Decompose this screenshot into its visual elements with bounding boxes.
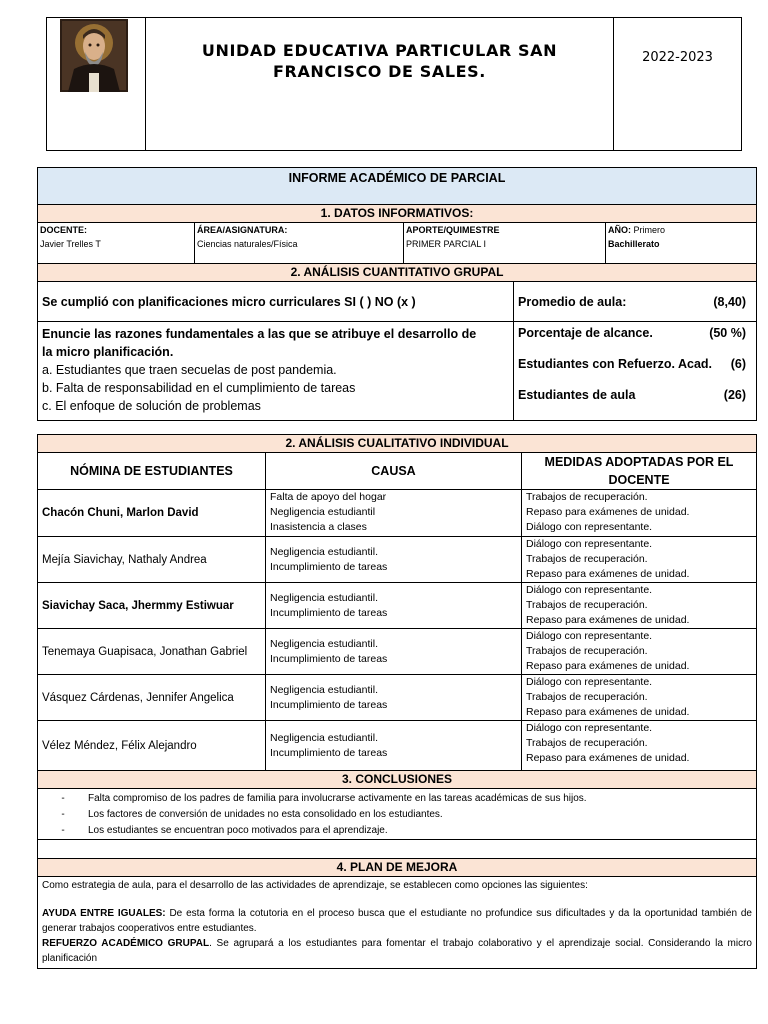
- student-causa: [266, 490, 522, 537]
- ayuda-label: AYUDA ENTRE IGUALES:: [42, 908, 166, 919]
- medida-line: Diálogo con representante.: [526, 722, 653, 734]
- informe-table: [37, 167, 757, 421]
- aula-label: Estudiantes de aula: [518, 388, 636, 402]
- planificacion-text: Se cumplió con planificaciones micro curriculares SI ( ) NO (x ): [38, 282, 514, 322]
- student-rows: [38, 490, 757, 771]
- medida-line: Trabajos de recuperación.: [526, 599, 648, 611]
- medida-line: Trabajos de recuperación.: [526, 645, 648, 657]
- conclusion-text: Los estudiantes se encuentran poco motivados para el aprendizaje.: [88, 825, 388, 836]
- student-name: Vásquez Cárdenas, Jennifer Angelica: [38, 675, 266, 721]
- saint-portrait-logo: [60, 19, 128, 92]
- razon-c: c. El enfoque de solución de problemas: [42, 399, 261, 413]
- causa-line: Inasistencia a clases: [270, 521, 367, 533]
- causa-line: Negligencia estudiantil.: [270, 637, 378, 650]
- razones-cell: [38, 322, 514, 421]
- aporte-cell: [404, 223, 606, 264]
- promedio-label: Promedio de aula:: [518, 294, 627, 309]
- razones-line2: la micro planificación.: [42, 345, 174, 359]
- col-medidas-line2: DOCENTE: [608, 473, 670, 487]
- student-medidas: [522, 629, 757, 675]
- area-value: Ciencias naturales/Física: [197, 239, 298, 249]
- promedio-cell: [514, 282, 757, 322]
- student-name: Mejía Siavichay, Nathaly Andrea: [38, 537, 266, 583]
- medida-line: Diálogo con representante.: [526, 538, 653, 550]
- student-causa: [266, 721, 522, 771]
- plan-table: [37, 858, 757, 969]
- medida-line: Trabajos de recuperación.: [526, 491, 648, 503]
- aporte-value: PRIMER PARCIAL I: [406, 239, 487, 249]
- medida-line: Diálogo con representante.: [526, 521, 653, 533]
- docente-value: Javier Trelles T: [40, 239, 101, 249]
- table-row: [38, 490, 757, 537]
- refuerzo-grupal-label: REFUERZO ACADÉMICO GRUPAL: [42, 938, 210, 949]
- area-label: ÁREA/ASIGNATURA:: [197, 225, 288, 235]
- student-medidas: [522, 490, 757, 537]
- stats-cell: [514, 322, 757, 421]
- conclusion-item: [38, 791, 756, 807]
- student-causa: [266, 629, 522, 675]
- conclusion-text: Los factores de conversión de unidades no esta consolidado en los estudiantes.: [88, 809, 443, 820]
- aporte-label: APORTE/QUIMESTRE: [406, 225, 500, 235]
- col-nomina: NÓMINA DE ESTUDIANTES: [38, 453, 266, 490]
- causa-line: Incumplimiento de tareas: [270, 606, 388, 619]
- medida-line: Repaso para exámenes de unidad.: [526, 614, 690, 626]
- section2-title: 2. ANÁLISIS CUANTITATIVO GRUPAL: [38, 264, 757, 282]
- porcentaje-label: Porcentaje de alcance.: [518, 326, 653, 340]
- refuerzo-grupal-text: . Se agrupará a los estudiantes para fomentar el trabajo colaborativo y el aprendizaje social. Considerando la micro planificación: [42, 938, 752, 964]
- anio-cell: [606, 223, 757, 264]
- promedio-value: (8,40): [713, 294, 747, 309]
- student-causa: [266, 537, 522, 583]
- cualitativo-table: [37, 434, 757, 771]
- refuerzo-label: Estudiantes con Refuerzo. Acad.: [518, 357, 713, 371]
- conclusion-text: Falta compromiso de los padres de familia para involucrarse activamente en las tareas académicas de sus hijos.: [88, 793, 587, 804]
- table-row: [38, 583, 757, 629]
- student-medidas: [522, 537, 757, 583]
- causa-line: Falta de apoyo del hogar: [270, 491, 387, 503]
- plan-intro: Como estrategia de aula, para el desarrollo de las actividades de aprendizaje, se establecen como opciones las siguientes:: [42, 880, 588, 891]
- plan-body: [38, 877, 757, 969]
- document-header: [46, 17, 742, 151]
- logo-cell: [47, 18, 146, 150]
- school-name-line1: UNIDAD EDUCATIVA PARTICULAR SAN: [201, 41, 558, 60]
- medida-line: Trabajos de recuperación.: [526, 737, 648, 749]
- conclusion-item: [38, 807, 756, 823]
- docente-label: DOCENTE:: [40, 225, 87, 235]
- report-title: INFORME ACADÉMICO DE PARCIAL: [38, 168, 757, 205]
- medida-line: Diálogo con representante.: [526, 676, 653, 688]
- bullet-dash: -: [61, 825, 65, 836]
- medida-line: Repaso para exámenes de unidad.: [526, 706, 690, 718]
- medida-line: Trabajos de recuperación.: [526, 691, 648, 703]
- table-row: [38, 721, 757, 771]
- student-name: Vélez Méndez, Félix Alejandro: [38, 721, 266, 771]
- student-name: Chacón Chuni, Marlon David: [38, 490, 266, 537]
- table-row: [38, 537, 757, 583]
- student-name: Siavichay Saca, Jhermmy Estiwuar: [38, 583, 266, 629]
- razon-b: b. Falta de responsabilidad en el cumplimiento de tareas: [42, 381, 356, 395]
- causa-line: Negligencia estudiantil.: [270, 591, 378, 604]
- anio-value1: Primero: [633, 225, 666, 235]
- school-year: 2022-2023: [642, 50, 713, 65]
- causa-line: Negligencia estudiantil: [270, 506, 376, 518]
- conclusiones-list: [38, 789, 757, 840]
- medida-line: Repaso para exámenes de unidad.: [526, 568, 690, 580]
- col-medidas-line1: MEDIDAS ADOPTADAS POR EL: [544, 455, 734, 469]
- empty-row: [38, 840, 757, 859]
- medida-line: Repaso para exámenes de unidad.: [526, 506, 690, 518]
- razones-line1: Enuncie las razones fundamentales a las que se atribuye el desarrollo de: [42, 327, 477, 341]
- causa-line: Incumplimiento de tareas: [270, 746, 388, 759]
- section3-title: 3. CONCLUSIONES: [38, 771, 757, 789]
- aula-value: (26): [723, 388, 747, 402]
- section4-title: 4. PLAN DE MEJORA: [38, 859, 757, 877]
- causa-line: Negligencia estudiantil.: [270, 731, 378, 744]
- table-row: [38, 629, 757, 675]
- causa-line: Negligencia estudiantil.: [270, 545, 378, 558]
- student-medidas: [522, 675, 757, 721]
- medida-line: Trabajos de recuperación.: [526, 553, 648, 565]
- student-causa: [266, 675, 522, 721]
- conclusion-item: [38, 823, 756, 839]
- causa-line: Incumplimiento de tareas: [270, 652, 388, 665]
- conclusiones-table: [37, 770, 757, 859]
- school-name-line2: FRANCISCO DE SALES.: [273, 62, 486, 81]
- causa-line: Negligencia estudiantil.: [270, 683, 378, 696]
- ayuda-text: De esta forma la cotutoria en el proceso busca que el estudiante no profundice sus dificultades y da la oportunidad también de generar trabajos cooperativos entre estudiantes.: [42, 908, 752, 934]
- anio-label: AÑO:: [608, 225, 631, 235]
- causa-line: Incumplimiento de tareas: [270, 560, 388, 573]
- student-medidas: [522, 721, 757, 771]
- col-causa: CAUSA: [266, 453, 522, 490]
- student-name: Tenemaya Guapisaca, Jonathan Gabriel: [38, 629, 266, 675]
- refuerzo-value: (6): [730, 357, 747, 371]
- student-medidas: [522, 583, 757, 629]
- causa-line: Incumplimiento de tareas: [270, 698, 388, 711]
- porcentaje-value: (50 %): [709, 326, 747, 340]
- razon-a: a. Estudiantes que traen secuelas de post pandemia.: [42, 363, 337, 377]
- student-causa: [266, 583, 522, 629]
- medida-line: Repaso para exámenes de unidad.: [526, 752, 690, 764]
- anio-value2: Bachillerato: [608, 239, 660, 249]
- medida-line: Diálogo con representante.: [526, 584, 653, 596]
- medida-line: Repaso para exámenes de unidad.: [526, 660, 690, 672]
- bullet-dash: -: [61, 793, 65, 804]
- docente-cell: [38, 223, 195, 264]
- col-medidas: [522, 453, 757, 490]
- table-row: [38, 675, 757, 721]
- medida-line: Diálogo con representante.: [526, 630, 653, 642]
- section1-title: 1. DATOS INFORMATIVOS:: [38, 205, 757, 223]
- school-name-cell: [146, 18, 614, 150]
- area-cell: [195, 223, 404, 264]
- section2b-title: 2. ANÁLISIS CUALITATIVO INDIVIDUAL: [38, 435, 757, 453]
- bullet-dash: -: [61, 809, 65, 820]
